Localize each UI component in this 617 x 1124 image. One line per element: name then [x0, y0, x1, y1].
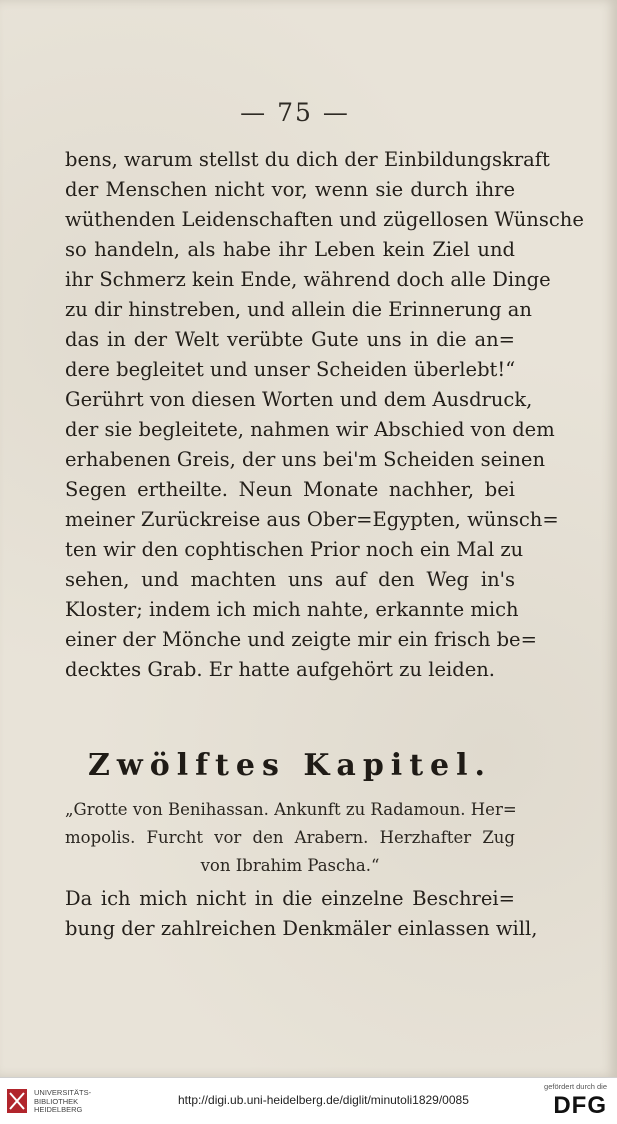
text-line: sehen, und machten uns auf den Weg in's — [65, 568, 515, 591]
text-line: wüthenden Leidenschaften und zügellosen Wünsche — [65, 208, 584, 231]
text-line: Kloster; indem ich mich nahte, erkannte mich — [65, 598, 519, 621]
viewer-footer — [0, 1077, 617, 1124]
text-line: das in der Welt verübte Gute uns in die an= — [65, 328, 515, 351]
text-line: ten wir den cophtischen Prior noch ein Mal zu — [65, 538, 524, 561]
text-line: einer der Mönche und zeigte mir ein frisch be= — [65, 628, 537, 651]
text-line: ihr Schmerz kein Ende, während doch alle Dinge — [65, 268, 551, 291]
chapter-text — [65, 884, 538, 944]
funded-by-label: gefördert durch die — [544, 1082, 607, 1091]
body-text — [65, 145, 584, 685]
library-name: UNIVERSITÄTS- BIBLIOTHEK HEIDELBERG — [34, 1088, 92, 1114]
chapter-heading: Zwölftes Kapitel. — [88, 748, 492, 783]
summary-line: „Grotte von Benihassan. Ankunft zu Radamoun. Her= — [65, 800, 517, 819]
text-line: bens, warum stellst du dich der Einbildungskraft — [65, 148, 550, 171]
chapter-summary — [65, 796, 515, 880]
text-line: der sie begleitete, nahmen wir Abschied von dem — [65, 418, 555, 441]
text-line: bung der zahlreichen Denkmäler einlassen will, — [65, 917, 538, 940]
text-line: Da ich mich nicht in die einzelne Beschrei= — [65, 887, 515, 910]
text-line: der Menschen nicht vor, wenn sie durch ihre — [65, 178, 515, 201]
text-line: meiner Zurückreise aus Ober=Egypten, wünsch= — [65, 508, 559, 531]
text-line: dere begleitet und unser Scheiden überlebt!“ — [65, 358, 516, 381]
text-line: decktes Grab. Er hatte aufgehört zu leiden. — [65, 658, 495, 681]
page-number: — 75 — — [240, 98, 350, 127]
summary-line: mopolis. Furcht vor den Arabern. Herzhafter Zug — [65, 828, 515, 847]
text-line: Gerührt von diesen Worten und dem Ausdruck, — [65, 388, 533, 411]
text-line: erhabenen Greis, der uns bei'm Scheiden seinen — [65, 448, 546, 471]
text-line: Segen ertheilte. Neun Monate nachher, bei — [65, 478, 515, 501]
source-url-link[interactable]: http://digi.ub.uni-heidelberg.de/diglit/minutoli1829/0085 — [178, 1093, 469, 1107]
text-line: so handeln, als habe ihr Leben kein Ziel und — [65, 238, 515, 261]
summary-line: von Ibrahim Pascha.“ — [200, 856, 380, 875]
dfg-logo: DFG — [553, 1092, 607, 1119]
text-line: zu dir hinstreben, und allein die Erinnerung an — [65, 298, 532, 321]
university-logo-icon — [6, 1088, 28, 1114]
